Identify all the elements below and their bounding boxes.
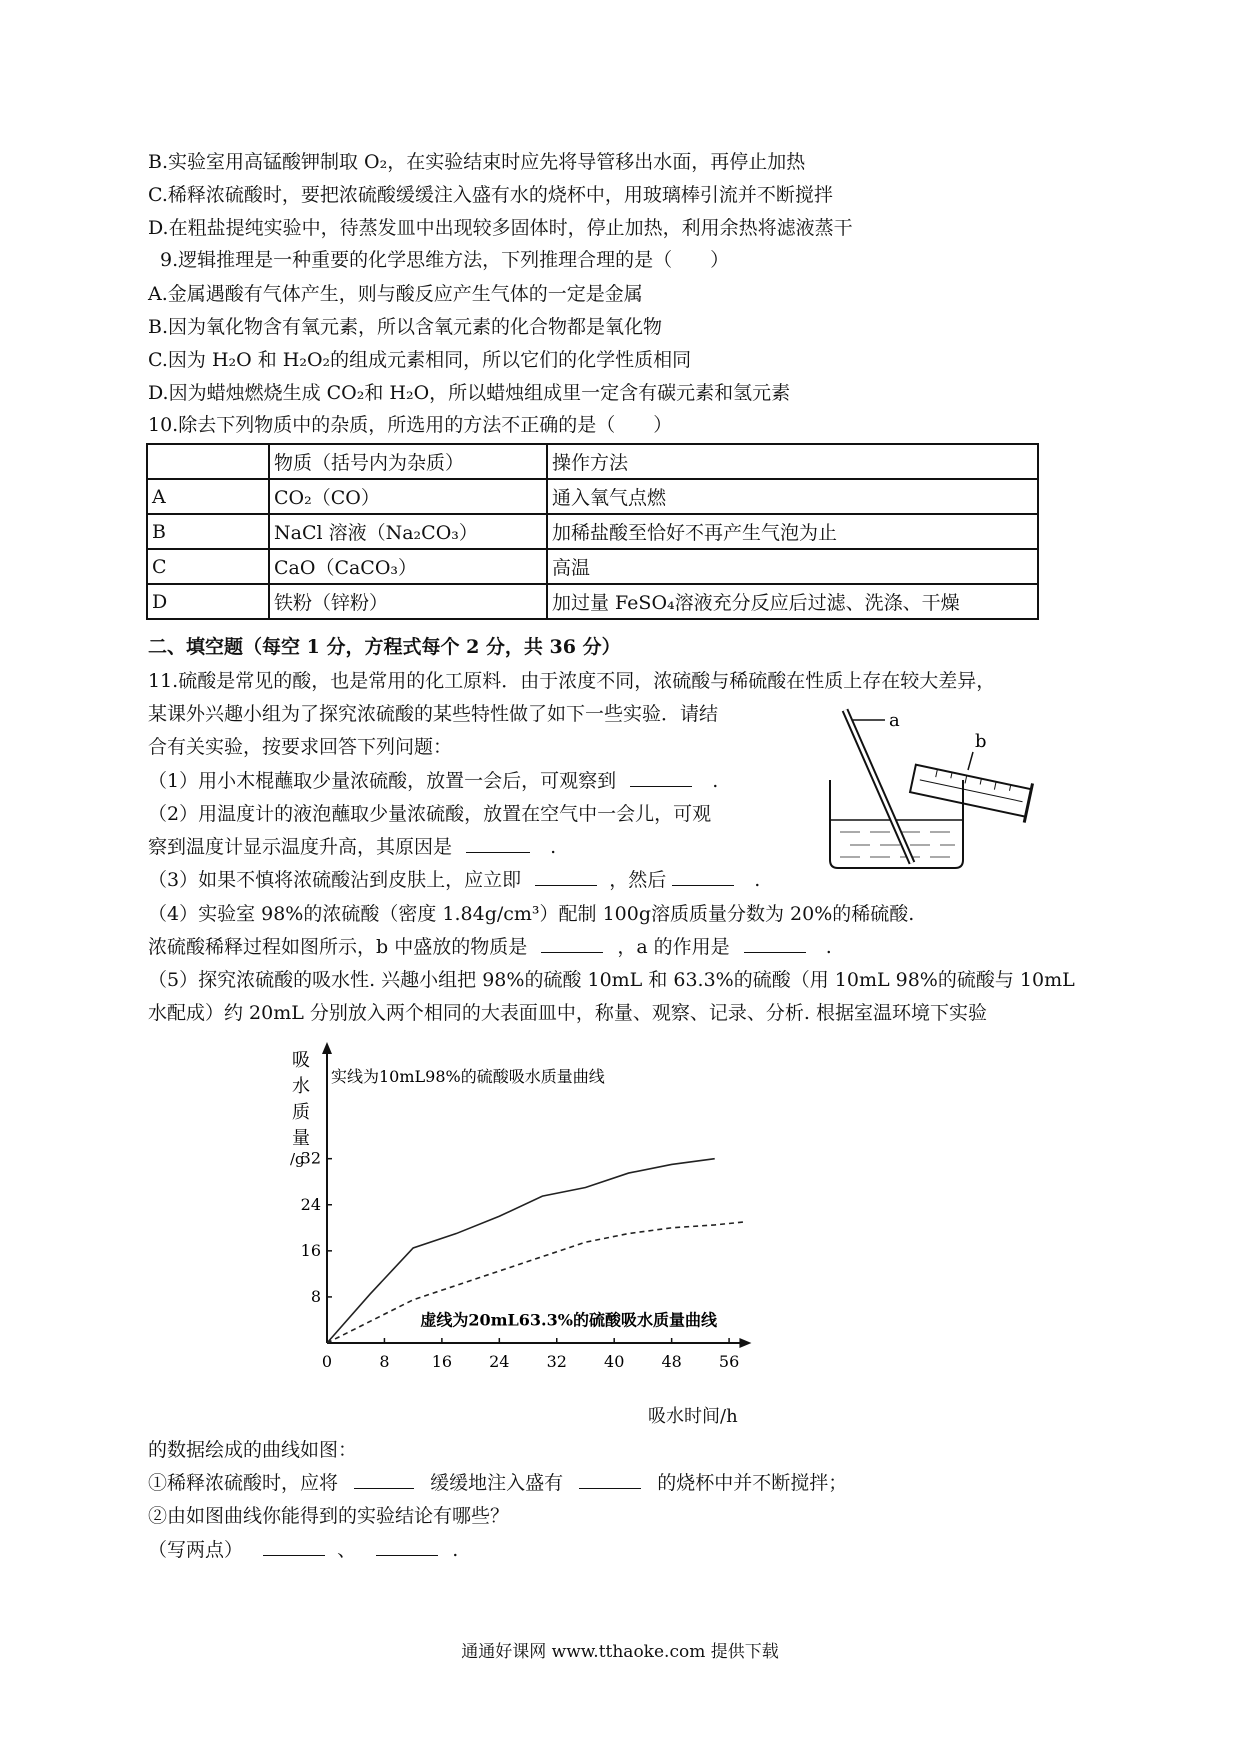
chart-x-axis-title: 吸水时间/h	[648, 1406, 738, 1427]
q11-part-4b	[148, 933, 832, 961]
dilution-apparatus-figure	[805, 700, 1065, 870]
table-cell: NaCl 溶液（Na₂CO₃）	[269, 514, 547, 549]
q11-sub-3a-text: （写两点）	[148, 1539, 244, 1561]
table-row	[147, 514, 1038, 549]
q11-part-4a: （4）实验室 98%的浓硫酸（密度 1.84g/cm³）配制 100g溶质质量分数为 20%的稀硫酸.	[148, 903, 915, 925]
series-label-63: 虚线为20mL63.3%的硫酸吸水质量曲线	[420, 1310, 717, 1330]
q11-part-3b-text: ，然后	[609, 869, 667, 891]
y-axis-arrow	[322, 1042, 332, 1054]
answer-blank[interactable]	[672, 867, 734, 886]
x-tick-label: 32	[546, 1352, 567, 1371]
y-tick-label: 16	[300, 1240, 321, 1260]
period: .	[754, 869, 761, 891]
q11-sub-1c-text: 的烧杯中并不断搅拌；	[657, 1472, 848, 1494]
x-tick-label: 40	[604, 1352, 625, 1371]
table-cell: A	[147, 479, 269, 514]
q11-part-3	[148, 866, 760, 894]
table-cell: 通入氧气点燃	[547, 479, 1038, 514]
q11-part-1-text: （1）用小木棍蘸取少量浓硫酸，放置一会后，可观察到	[148, 770, 617, 792]
x-tick-label: 24	[489, 1352, 510, 1371]
q11-part-5b: 水配成）约 20mL 分别放入两个相同的大表面皿中，称量、观察、记录、分析. 根据室温环境下实验	[148, 1002, 987, 1024]
q11-sub-1	[148, 1469, 847, 1497]
q8-option-d: D.在粗盐提纯实验中，待蒸发皿中出现较多固体时，停止加热，利用余热将滤液蒸干	[148, 217, 853, 239]
answer-blank[interactable]	[541, 934, 603, 953]
q11-sub-2: ②由如图曲线你能得到的实验结论有哪些？	[148, 1505, 510, 1527]
answer-blank[interactable]	[354, 1470, 414, 1489]
table-cell: CaO（CaCO₃）	[269, 549, 547, 584]
q9-stem: 9.逻辑推理是一种重要的化学思维方法，下列推理合理的是（ ）	[160, 249, 730, 271]
answer-blank[interactable]	[579, 1470, 641, 1489]
q9-option-b: B.因为氧化物含有氧元素，所以含氧元素的化合物都是氧化物	[148, 316, 663, 338]
x-tick-label: 16	[431, 1352, 453, 1371]
q11-part-2b-text: 察到温度计显示温度升高，其原因是	[148, 836, 453, 858]
table-cell: 铁粉（锌粉）	[269, 584, 547, 619]
period: .	[712, 770, 719, 792]
table-header-cell	[147, 444, 269, 479]
y-tick-label: 8	[310, 1286, 321, 1306]
table-header-row	[147, 444, 1038, 479]
y-axis-title-char: /g	[290, 1150, 305, 1168]
answer-blank[interactable]	[535, 867, 597, 886]
q11-part-4b-text: 浓硫酸稀释过程如图所示，b 中盛放的物质是	[148, 936, 528, 958]
q11-intro-1: 11.硫酸是常见的酸，也是常用的化工原料．由于浓度不同，浓硫酸与稀硫酸在性质上存在较大差异，	[148, 670, 996, 692]
x-tick-label: 0	[321, 1352, 333, 1371]
water-absorption-chart	[270, 1040, 770, 1400]
answer-blank[interactable]	[630, 768, 692, 787]
graduated-cylinder-icon	[909, 759, 1033, 823]
period: .	[452, 1539, 459, 1561]
x-tick-label: 8	[379, 1352, 390, 1371]
q11-sub-1b-text: 缓缓地注入盛有	[430, 1472, 564, 1494]
after-chart-text: 的数据绘成的曲线如图：	[148, 1439, 358, 1461]
table-cell: D	[147, 584, 269, 619]
q11-part-3a-text: （3）如果不慎将浓硫酸沾到皮肤上，应立即	[148, 869, 522, 891]
table-row	[147, 584, 1038, 619]
y-tick-label: 24	[300, 1194, 321, 1214]
y-axis-title-char: 吸	[292, 1050, 310, 1071]
q11-sub-3b-text: 、	[337, 1539, 357, 1561]
q11-sub-3	[148, 1536, 458, 1564]
period: .	[825, 936, 832, 958]
table-row	[147, 479, 1038, 514]
answer-blank[interactable]	[263, 1537, 325, 1556]
q11-sub-1a-text: ①稀释浓硫酸时，应将	[148, 1472, 339, 1494]
x-tick-label: 56	[718, 1352, 740, 1371]
label-a: a	[889, 710, 900, 731]
table-cell: 高温	[547, 549, 1038, 584]
q8-option-c: C.稀释浓硫酸时，要把浓硫酸缓缓注入盛有水的烧杯中，用玻璃棒引流并不断搅拌	[148, 184, 833, 206]
q11-part-5a: （5）探究浓硫酸的吸水性. 兴趣小组把 98%的硫酸 10mL 和 63.3%的硫酸（用 10mL 98%的硫酸与 10mL	[148, 969, 1075, 991]
table-cell: C	[147, 549, 269, 584]
table-header-cell: 物质（括号内为杂质）	[269, 444, 547, 479]
table-header-cell: 操作方法	[547, 444, 1038, 479]
q11-part-2b	[148, 833, 556, 861]
y-axis-title-char: 量	[292, 1128, 310, 1149]
q10-stem: 10.除去下列物质中的杂质，所选用的方法不正确的是（ ）	[148, 414, 673, 436]
answer-blank[interactable]	[466, 834, 530, 853]
section-title: 二、填空题（每空 1 分，方程式每个 2 分，共 36 分）	[148, 636, 621, 658]
q11-part-4c-text: ，a 的作用是	[617, 936, 730, 958]
q11-part-2a: （2）用温度计的液泡蘸取少量浓硫酸，放置在空气中一会儿，可观	[148, 803, 712, 825]
table-cell: 加过量 FeSO₄溶液充分反应后过滤、洗涤、干燥	[547, 584, 1038, 619]
period: .	[550, 836, 557, 858]
y-axis-title-char: 质	[292, 1102, 310, 1123]
series-label-98: 实线为10mL98%的硫酸吸水质量曲线	[331, 1067, 605, 1086]
q9-option-a: A.金属遇酸有气体产生，则与酸反应产生气体的一定是金属	[148, 283, 643, 305]
answer-blank[interactable]	[744, 934, 806, 953]
x-axis-arrow	[739, 1338, 751, 1348]
label-b: b	[975, 731, 987, 752]
table-cell: B	[147, 514, 269, 549]
q11-part-1	[148, 767, 718, 795]
table-cell: CO₂（CO）	[269, 479, 547, 514]
q9-option-d: D.因为蜡烛燃烧生成 CO₂和 H₂O，所以蜡烛组成里一定含有碳元素和氢元素	[148, 382, 791, 404]
y-axis-title-char: 水	[292, 1076, 310, 1097]
q9-option-c: C.因为 H₂O 和 H₂O₂的组成元素相同，所以它们的化学性质相同	[148, 349, 692, 371]
y-tick-label: 32	[300, 1148, 321, 1168]
footer: 通通好课网 www.tthaoke.com 提供下载	[461, 1642, 779, 1662]
answer-blank[interactable]	[376, 1537, 438, 1556]
q8-option-b: B.实验室用高锰酸钾制取 O₂，在实验结束时应先将导管移出水面，再停止加热	[148, 151, 806, 173]
q11-intro-3: 合有关实验，按要求回答下列问题：	[148, 736, 453, 758]
table-cell: 加稀盐酸至恰好不再产生气泡为止	[547, 514, 1038, 549]
x-tick-label: 48	[661, 1352, 682, 1371]
q10-table	[146, 443, 1039, 620]
q11-intro-2: 某课外兴趣小组为了探究浓硫酸的某些特性做了如下一些实验．请结	[148, 703, 719, 725]
table-row	[147, 549, 1038, 584]
